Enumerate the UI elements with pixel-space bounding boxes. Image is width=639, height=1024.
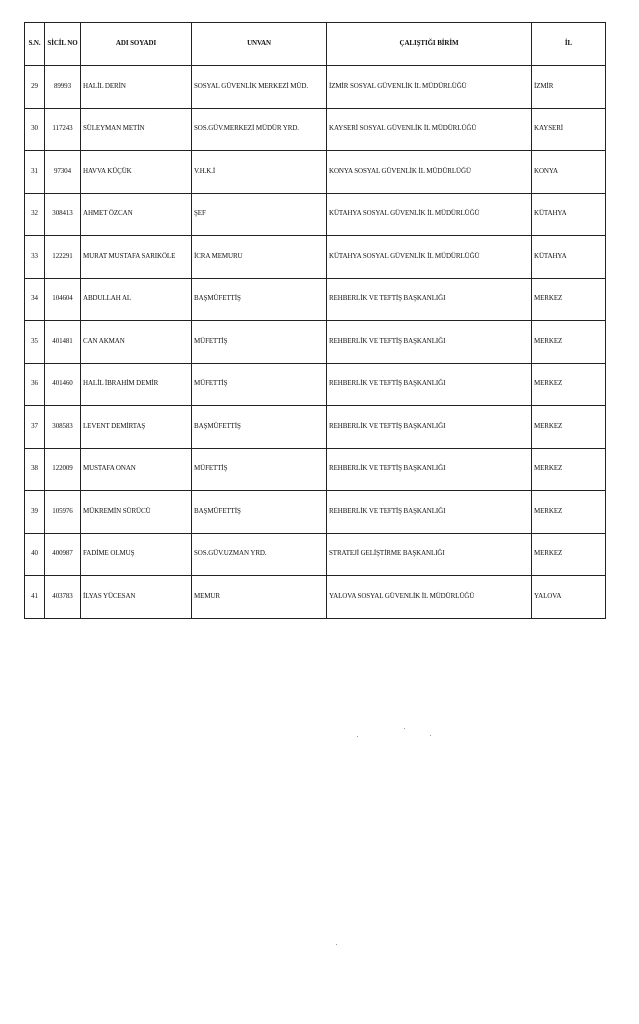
cell-sn: 36 — [25, 363, 45, 406]
cell-unit: REHBERLİK VE TEFTİŞ BAŞKANLIĞI — [327, 321, 532, 364]
cell-sicil-no: 89993 — [45, 66, 81, 109]
cell-sn: 37 — [25, 406, 45, 449]
cell-sicil-no: 104604 — [45, 278, 81, 321]
cell-title: İCRA MEMURU — [192, 236, 327, 279]
cell-sicil-no: 308413 — [45, 193, 81, 236]
cell-province: MERKEZ — [532, 363, 606, 406]
header-sicil-no: SİCİL NO — [45, 23, 81, 66]
cell-title: SOSYAL GÜVENLİK MERKEZİ MÜD. — [192, 66, 327, 109]
cell-sicil-no: 401460 — [45, 363, 81, 406]
cell-unit: YALOVA SOSYAL GÜVENLİK İL MÜDÜRLÜĞÜ — [327, 576, 532, 619]
header-title: UNVAN — [192, 23, 327, 66]
table-row — [25, 491, 606, 534]
cell-sn: 34 — [25, 278, 45, 321]
cell-province: KÜTAHYA — [532, 236, 606, 279]
table-row — [25, 151, 606, 194]
cell-sicil-no: 308583 — [45, 406, 81, 449]
cell-unit: REHBERLİK VE TEFTİŞ BAŞKANLIĞI — [327, 448, 532, 491]
table-row — [25, 321, 606, 364]
personnel-table — [24, 22, 606, 619]
cell-unit: KAYSERİ SOSYAL GÜVENLİK İL MÜDÜRLÜĞÜ — [327, 108, 532, 151]
cell-name: HALİL İBRAHİM DEMİR — [81, 363, 192, 406]
table-row — [25, 406, 606, 449]
cell-unit: REHBERLİK VE TEFTİŞ BAŞKANLIĞI — [327, 406, 532, 449]
header-row — [25, 23, 606, 66]
cell-title: MÜFETTİŞ — [192, 448, 327, 491]
cell-province: MERKEZ — [532, 448, 606, 491]
table-row — [25, 236, 606, 279]
cell-unit: REHBERLİK VE TEFTİŞ BAŞKANLIĞI — [327, 491, 532, 534]
cell-name: SÜLEYMAN METİN — [81, 108, 192, 151]
cell-sicil-no: 401481 — [45, 321, 81, 364]
cell-title: SOS.GÜV.UZMAN YRD. — [192, 533, 327, 576]
cell-sn: 30 — [25, 108, 45, 151]
cell-sicil-no: 403783 — [45, 576, 81, 619]
cell-province: MERKEZ — [532, 321, 606, 364]
table-row — [25, 533, 606, 576]
cell-name: MURAT MUSTAFA SARIKÖLE — [81, 236, 192, 279]
cell-title: SOS.GÜV.MERKEZİ MÜDÜR YRD. — [192, 108, 327, 151]
scan-speck — [357, 736, 358, 737]
cell-unit: REHBERLİK VE TEFTİŞ BAŞKANLIĞI — [327, 363, 532, 406]
cell-name: MÜKREMİN SÜRÜCÜ — [81, 491, 192, 534]
cell-name: CAN AKMAN — [81, 321, 192, 364]
table-row — [25, 363, 606, 406]
cell-unit: REHBERLİK VE TEFTİŞ BAŞKANLIĞI — [327, 278, 532, 321]
cell-title: MEMUR — [192, 576, 327, 619]
cell-name: MUSTAFA ONAN — [81, 448, 192, 491]
cell-sicil-no: 117243 — [45, 108, 81, 151]
cell-province: YALOVA — [532, 576, 606, 619]
cell-title: MÜFETTİŞ — [192, 363, 327, 406]
cell-sn: 40 — [25, 533, 45, 576]
cell-unit: KONYA SOSYAL GÜVENLİK İL MÜDÜRLÜĞÜ — [327, 151, 532, 194]
cell-province: KONYA — [532, 151, 606, 194]
cell-name: HALİL DERİN — [81, 66, 192, 109]
scan-speck — [404, 728, 405, 729]
scan-speck — [430, 735, 431, 736]
table-row — [25, 448, 606, 491]
cell-sn: 29 — [25, 66, 45, 109]
cell-sicil-no: 105976 — [45, 491, 81, 534]
header-province: İL — [532, 23, 606, 66]
cell-title: BAŞMÜFETTİŞ — [192, 406, 327, 449]
cell-sn: 32 — [25, 193, 45, 236]
cell-province: KÜTAHYA — [532, 193, 606, 236]
cell-province: MERKEZ — [532, 533, 606, 576]
header-unit: ÇALIŞTIĞI BİRİM — [327, 23, 532, 66]
cell-name: ABDULLAH AL — [81, 278, 192, 321]
cell-title: BAŞMÜFETTİŞ — [192, 491, 327, 534]
cell-sn: 31 — [25, 151, 45, 194]
cell-unit: İZMİR SOSYAL GÜVENLİK İL MÜDÜRLÜĞÜ — [327, 66, 532, 109]
cell-sn: 35 — [25, 321, 45, 364]
table-row — [25, 278, 606, 321]
cell-name: İLYAS YÜCESAN — [81, 576, 192, 619]
cell-title: V.H.K.İ — [192, 151, 327, 194]
scan-speck — [336, 944, 337, 945]
cell-sn: 33 — [25, 236, 45, 279]
cell-title: MÜFETTİŞ — [192, 321, 327, 364]
cell-name: LEVENT DEMİRTAŞ — [81, 406, 192, 449]
cell-province: MERKEZ — [532, 491, 606, 534]
table-row — [25, 576, 606, 619]
cell-unit: STRATEJİ GELİŞTİRME BAŞKANLIĞI — [327, 533, 532, 576]
cell-title: BAŞMÜFETTİŞ — [192, 278, 327, 321]
header-name: ADI SOYADI — [81, 23, 192, 66]
table-row — [25, 193, 606, 236]
table-header — [25, 23, 606, 66]
cell-unit: KÜTAHYA SOSYAL GÜVENLİK İL MÜDÜRLÜĞÜ — [327, 236, 532, 279]
table-row — [25, 66, 606, 109]
cell-sn: 38 — [25, 448, 45, 491]
cell-sicil-no: 97304 — [45, 151, 81, 194]
cell-name: FADİME OLMUŞ — [81, 533, 192, 576]
cell-title: ŞEF — [192, 193, 327, 236]
cell-sicil-no: 400987 — [45, 533, 81, 576]
table-row — [25, 108, 606, 151]
document-page — [24, 22, 605, 619]
cell-sn: 39 — [25, 491, 45, 534]
cell-name: HAVVA KÜÇÜK — [81, 151, 192, 194]
cell-province: İZMİR — [532, 66, 606, 109]
cell-province: KAYSERİ — [532, 108, 606, 151]
cell-sicil-no: 122291 — [45, 236, 81, 279]
cell-sicil-no: 122009 — [45, 448, 81, 491]
cell-unit: KÜTAHYA SOSYAL GÜVENLİK İL MÜDÜRLÜĞÜ — [327, 193, 532, 236]
table-body — [25, 66, 606, 619]
header-sn: S.N. — [25, 23, 45, 66]
cell-province: MERKEZ — [532, 278, 606, 321]
cell-name: AHMET ÖZCAN — [81, 193, 192, 236]
cell-sn: 41 — [25, 576, 45, 619]
cell-province: MERKEZ — [532, 406, 606, 449]
